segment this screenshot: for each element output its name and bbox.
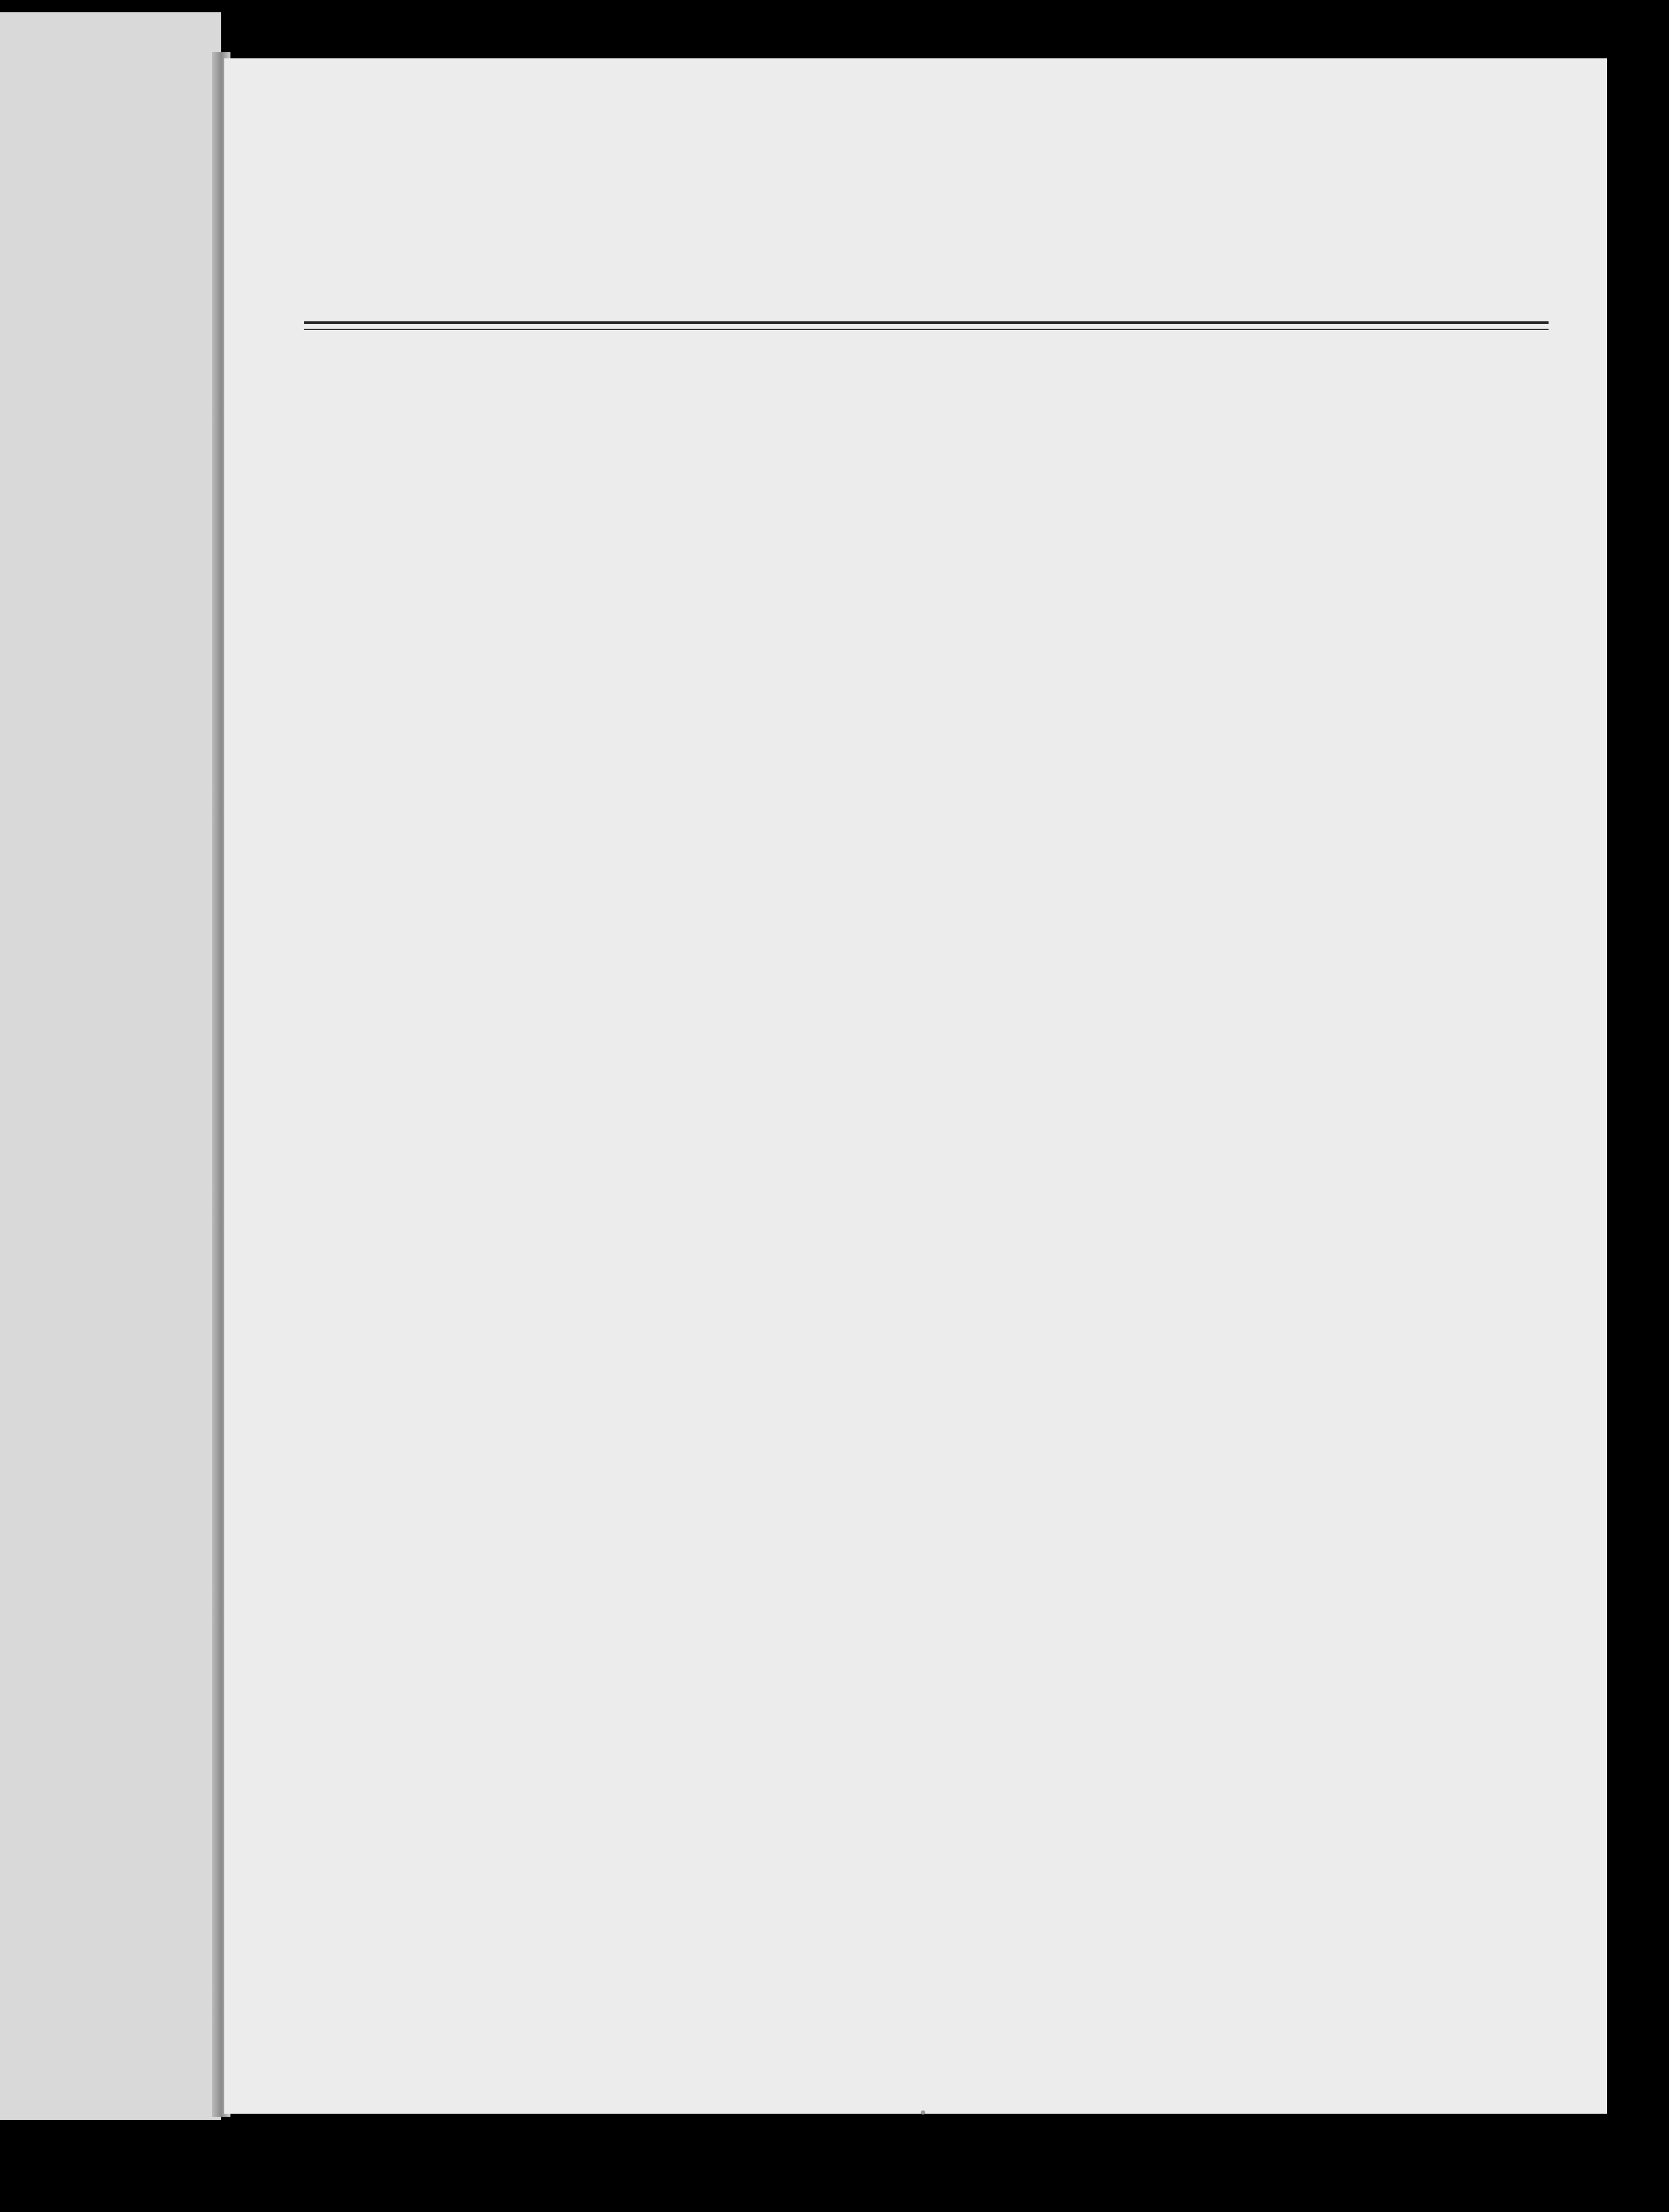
title-rule	[304, 321, 1549, 324]
page-smudge: •	[919, 2104, 928, 2122]
title-rule	[304, 329, 1549, 330]
document-page	[224, 58, 1607, 2122]
previous-page-strip	[0, 12, 221, 2120]
